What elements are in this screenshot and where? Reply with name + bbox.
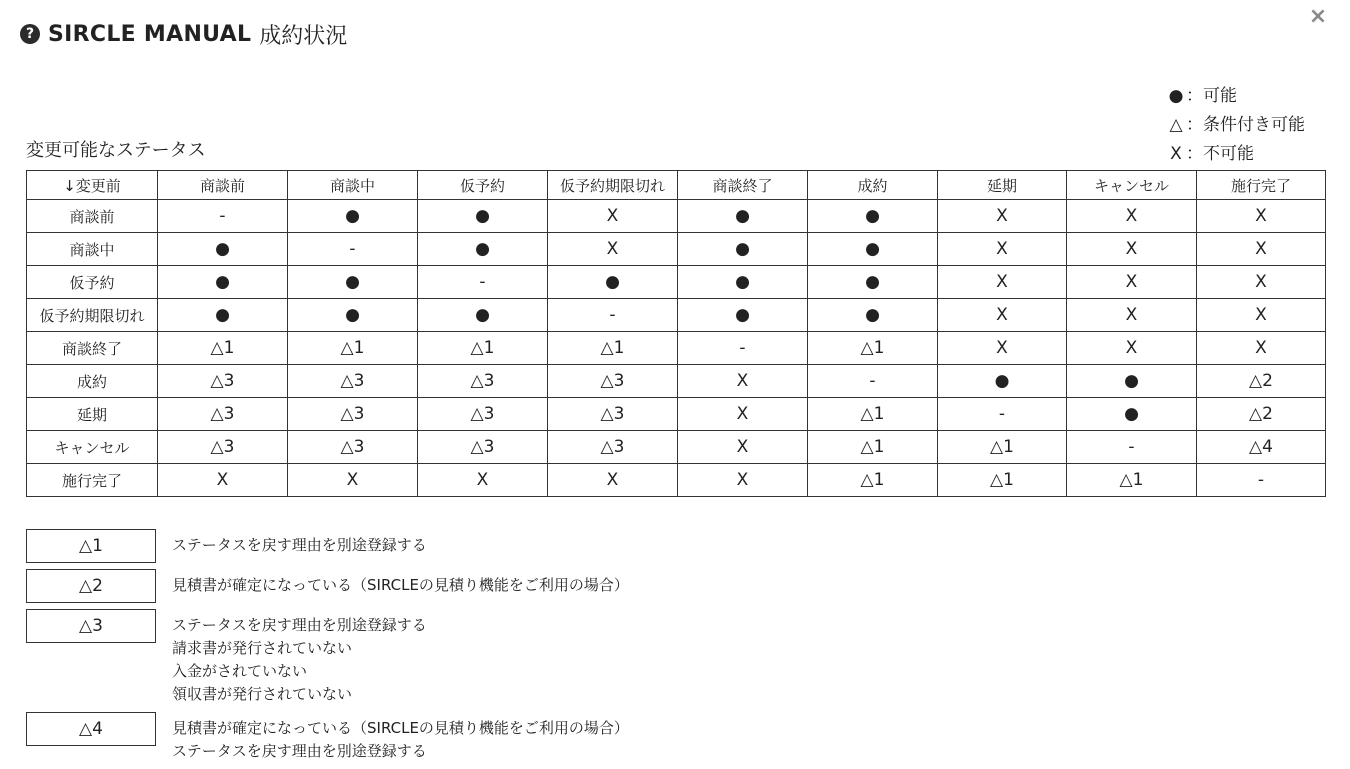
table-cell: Χ xyxy=(938,200,1067,233)
table-cell: ● xyxy=(418,233,548,266)
table-cell: △4 xyxy=(1197,431,1326,464)
column-header: 商談前 xyxy=(158,171,288,200)
table-cell: △3 xyxy=(548,365,678,398)
table-row xyxy=(27,464,1326,497)
row-header: 商談前 xyxy=(27,200,158,233)
table-cell: Χ xyxy=(1067,233,1197,266)
table-cell: - xyxy=(1197,464,1326,497)
row-header: 延期 xyxy=(27,398,158,431)
legend-text: ：不可能 xyxy=(1186,144,1254,164)
note-line: 見積書が確定になっている（SIRCLEの見積り機能をご利用の場合） xyxy=(172,719,629,737)
table-cell: △1 xyxy=(1067,464,1197,497)
note-text xyxy=(172,529,427,557)
table-cell: △3 xyxy=(288,398,418,431)
note-line: ステータスを戻す理由を別途登録する xyxy=(172,536,427,554)
table-cell: Χ xyxy=(158,464,288,497)
column-header: 施行完了 xyxy=(1197,171,1326,200)
brand-name: SIRCLE MANUAL xyxy=(48,21,252,47)
table-cell: △3 xyxy=(158,398,288,431)
legend-item xyxy=(1166,82,1305,111)
row-header: 仮予約期限切れ xyxy=(27,299,158,332)
table-cell: △1 xyxy=(158,332,288,365)
column-header: 商談中 xyxy=(288,171,418,200)
table-cell: ● xyxy=(1067,365,1197,398)
note-line: ステータスを戻す理由を別途登録する xyxy=(172,742,427,760)
table-cell: △3 xyxy=(288,365,418,398)
legend-text: ：条件付き可能 xyxy=(1186,115,1305,135)
table-cell: △2 xyxy=(1197,398,1326,431)
table-cell: ● xyxy=(808,266,938,299)
note-item xyxy=(26,569,629,603)
note-text xyxy=(172,712,629,763)
table-cell: - xyxy=(678,332,808,365)
table-cell: Χ xyxy=(938,332,1067,365)
note-line: 入金がされていない xyxy=(172,662,308,680)
table-cell: Χ xyxy=(1067,266,1197,299)
table-cell: ● xyxy=(548,266,678,299)
table-row xyxy=(27,233,1326,266)
table-caption: 変更可能なステータス xyxy=(26,140,206,161)
table-cell: - xyxy=(938,398,1067,431)
row-header: 仮予約 xyxy=(27,266,158,299)
column-header: キャンセル xyxy=(1067,171,1197,200)
table-cell: ● xyxy=(418,299,548,332)
table-cell: ● xyxy=(158,266,288,299)
table-cell: Χ xyxy=(418,464,548,497)
condition-notes xyxy=(26,529,629,769)
table-cell: ● xyxy=(678,299,808,332)
note-line: 請求書が発行されていない xyxy=(172,639,353,657)
table-cell: ● xyxy=(678,233,808,266)
table-cell: △3 xyxy=(288,431,418,464)
row-header: 成約 xyxy=(27,365,158,398)
legend-text: ：可能 xyxy=(1186,86,1237,106)
table-cell: Χ xyxy=(938,233,1067,266)
table-row xyxy=(27,365,1326,398)
status-transition-table xyxy=(26,170,1326,497)
table-header-row xyxy=(27,171,1326,200)
legend-symbol: Χ xyxy=(1170,144,1182,164)
table-cell: Χ xyxy=(548,464,678,497)
table-cell: Χ xyxy=(1067,332,1197,365)
note-symbol: △3 xyxy=(26,609,156,643)
table-row xyxy=(27,431,1326,464)
table-cell: Χ xyxy=(1067,200,1197,233)
table-cell: Χ xyxy=(938,266,1067,299)
table-cell: △3 xyxy=(418,398,548,431)
note-symbol: △2 xyxy=(26,569,156,603)
note-symbol: △4 xyxy=(26,712,156,746)
table-cell: △3 xyxy=(418,365,548,398)
row-header: キャンセル xyxy=(27,431,158,464)
table-cell: - xyxy=(288,233,418,266)
table-cell: - xyxy=(808,365,938,398)
table-cell: Χ xyxy=(548,233,678,266)
table-cell: Χ xyxy=(938,299,1067,332)
legend-symbol: ● xyxy=(1168,86,1184,106)
table-cell: - xyxy=(418,266,548,299)
table-cell: ● xyxy=(158,233,288,266)
row-header: 商談中 xyxy=(27,233,158,266)
table-cell: Χ xyxy=(1067,299,1197,332)
table-cell: ● xyxy=(418,200,548,233)
table-cell: △1 xyxy=(938,431,1067,464)
table-cell: ● xyxy=(1067,398,1197,431)
table-cell: △1 xyxy=(808,431,938,464)
note-text xyxy=(172,609,427,706)
note-item xyxy=(26,712,629,763)
close-button[interactable]: × xyxy=(1308,3,1328,29)
legend-item xyxy=(1166,140,1305,169)
table-cell: △1 xyxy=(288,332,418,365)
table-cell: Χ xyxy=(1197,200,1326,233)
page-title: 成約状況 xyxy=(259,23,348,49)
table-cell: Χ xyxy=(548,200,678,233)
column-header: 延期 xyxy=(938,171,1067,200)
table-row xyxy=(27,266,1326,299)
page-header xyxy=(20,17,347,51)
table-cell: △3 xyxy=(548,431,678,464)
legend-symbol: △ xyxy=(1169,115,1183,135)
note-item xyxy=(26,609,629,706)
column-header: 仮予約 xyxy=(418,171,548,200)
table-cell: Χ xyxy=(678,365,808,398)
table-cell: Χ xyxy=(678,398,808,431)
table-row xyxy=(27,200,1326,233)
table-cell: △1 xyxy=(808,464,938,497)
symbol-legend xyxy=(1166,82,1305,169)
table-cell: Χ xyxy=(288,464,418,497)
table-cell: △1 xyxy=(548,332,678,365)
table-cell: △2 xyxy=(1197,365,1326,398)
table-cell: - xyxy=(158,200,288,233)
table-cell: △3 xyxy=(418,431,548,464)
table-row xyxy=(27,332,1326,365)
table-row xyxy=(27,398,1326,431)
table-cell: △1 xyxy=(938,464,1067,497)
column-header: 商談終了 xyxy=(678,171,808,200)
table-cell: Χ xyxy=(1197,233,1326,266)
table-cell: △3 xyxy=(548,398,678,431)
table-cell: - xyxy=(548,299,678,332)
table-cell: △3 xyxy=(158,365,288,398)
help-icon[interactable]: ? xyxy=(20,24,40,44)
table-cell: Χ xyxy=(678,431,808,464)
table-cell: ● xyxy=(678,200,808,233)
note-text xyxy=(172,569,629,597)
note-item xyxy=(26,529,629,563)
table-cell: ● xyxy=(808,299,938,332)
table-cell: △3 xyxy=(158,431,288,464)
row-header: 施行完了 xyxy=(27,464,158,497)
note-line: 見積書が確定になっている（SIRCLEの見積り機能をご利用の場合） xyxy=(172,576,629,594)
table-corner-header: ↓変更前 xyxy=(27,171,158,200)
table-cell: Χ xyxy=(1197,299,1326,332)
table-cell: ● xyxy=(678,266,808,299)
table-cell: △1 xyxy=(808,332,938,365)
table-cell: △1 xyxy=(418,332,548,365)
table-cell: ● xyxy=(938,365,1067,398)
table-cell: ● xyxy=(288,266,418,299)
note-line: 領収書が発行されていない xyxy=(172,685,353,703)
note-symbol: △1 xyxy=(26,529,156,563)
table-cell: ● xyxy=(288,299,418,332)
row-header: 商談終了 xyxy=(27,332,158,365)
table-cell: ● xyxy=(808,233,938,266)
table-cell: - xyxy=(1067,431,1197,464)
table-cell: ● xyxy=(288,200,418,233)
table-row xyxy=(27,299,1326,332)
table-cell: Χ xyxy=(678,464,808,497)
legend-item xyxy=(1166,111,1305,140)
table-cell: ● xyxy=(808,200,938,233)
note-line: ステータスを戻す理由を別途登録する xyxy=(172,616,427,634)
table-cell: △1 xyxy=(808,398,938,431)
column-header: 成約 xyxy=(808,171,938,200)
column-header: 仮予約期限切れ xyxy=(548,171,678,200)
table-cell: ● xyxy=(158,299,288,332)
table-cell: Χ xyxy=(1197,266,1326,299)
table-cell: Χ xyxy=(1197,332,1326,365)
